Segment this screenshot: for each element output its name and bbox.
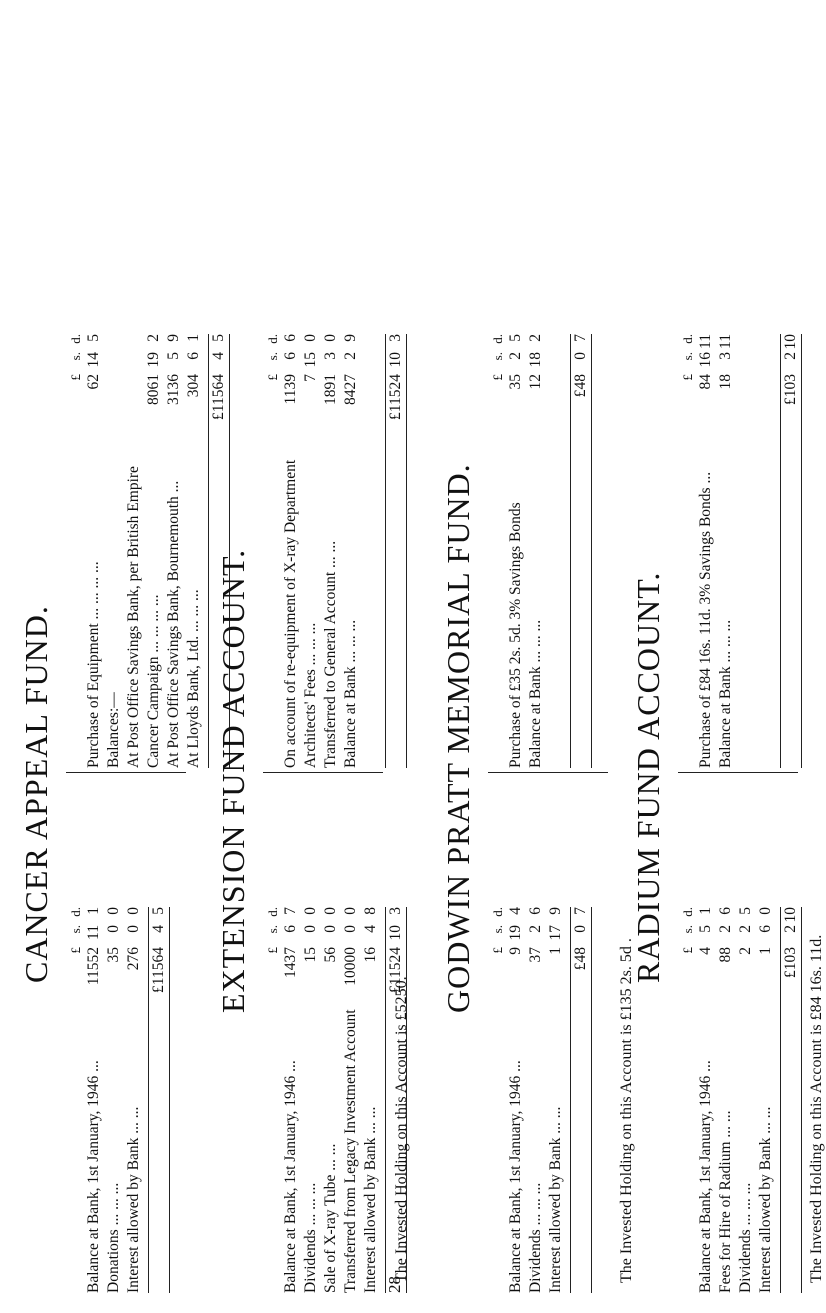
amount-pence: 11	[697, 334, 714, 349]
column-divider	[678, 772, 798, 773]
amount-pounds: 10000	[342, 947, 359, 986]
total-row	[570, 334, 592, 768]
amount-pence: 1	[185, 334, 202, 342]
ledger-row	[546, 907, 566, 1293]
header-shillings: s.	[265, 925, 280, 934]
total-shillings: 4	[150, 925, 167, 933]
total-shillings: 2	[782, 352, 799, 360]
header-spacer	[488, 438, 506, 768]
ledger-label: Dividends ... ... ...	[302, 1182, 319, 1293]
header-pence: d.	[68, 907, 83, 917]
header-pence: d.	[680, 334, 695, 344]
header-pence: d.	[265, 907, 280, 917]
ledger-label: Purchase of Equipment ... ... ... ...	[85, 561, 102, 768]
amount-pounds: 84	[697, 374, 714, 390]
amount-pounds: 37	[527, 947, 544, 963]
ledger-row	[696, 334, 716, 768]
total-spacer	[571, 1011, 591, 1293]
ledger-row	[321, 907, 341, 1293]
header-spacer	[66, 438, 84, 768]
receipts-column	[678, 907, 802, 1293]
ledger-row	[84, 907, 104, 1293]
amount-pounds: 35	[105, 947, 122, 963]
ledger-label: At Post Office Savings Bank, per British Empire	[125, 466, 142, 768]
amount-pence	[124, 334, 144, 352]
amount-shillings: 2	[737, 925, 754, 933]
total-pounds: £48	[572, 947, 589, 971]
page-number: 28	[385, 1276, 404, 1293]
total-row	[780, 907, 802, 1293]
amount-shillings: 15	[302, 352, 319, 368]
currency-header	[66, 907, 84, 1293]
amount-shillings	[104, 352, 124, 374]
amount-shillings: 6	[282, 352, 299, 360]
ledger-label: Cancer Campaign ... ... ... ...	[145, 594, 162, 768]
ledger-label: Donations ... ... ...	[105, 1182, 122, 1293]
ledger-row	[281, 907, 301, 1293]
ledger-label: Transferred to General Account ... ...	[322, 540, 339, 768]
total-shillings: 4	[210, 352, 227, 360]
total-shillings: 10	[387, 925, 404, 941]
currency-header	[263, 334, 281, 768]
amount-pounds: 12	[527, 374, 544, 390]
ledger-label: Interest allowed by Bank ... ...	[547, 1106, 564, 1293]
amount-pounds: 8061	[145, 374, 162, 405]
total-shillings: 10	[387, 352, 404, 368]
amount-pounds: 3136	[165, 374, 182, 405]
amount-pence: 6	[282, 334, 299, 342]
amount-pence: 0	[757, 907, 774, 915]
amount-shillings: 0	[342, 925, 359, 933]
amount-pounds: 4	[697, 947, 714, 955]
amount-pounds: 56	[322, 947, 339, 963]
total-shillings: 2	[782, 925, 799, 933]
amount-shillings: 2	[527, 925, 544, 933]
section-title: GODWIN PRATT MEMORIAL FUND.	[440, 463, 476, 1013]
amount-pence: 0	[322, 334, 339, 342]
total-spacer	[781, 1011, 801, 1293]
column-divider	[488, 772, 608, 773]
ledger-row	[321, 334, 341, 768]
column-divider	[263, 772, 383, 773]
amount-pence: 11	[717, 334, 734, 349]
ledger-row	[164, 334, 184, 768]
ledger-row	[361, 907, 381, 1293]
ledger-label: Balance at Bank ... ... ...	[717, 619, 734, 768]
amount-pence: 6	[717, 907, 734, 915]
amount-pence: 5	[507, 334, 524, 342]
currency-header	[678, 334, 696, 768]
total-pence: 7	[572, 907, 589, 915]
ledger-row	[104, 907, 124, 1293]
amount-pounds: 1	[547, 947, 564, 955]
ledger-label: Transferred from Legacy Investment Account	[342, 1009, 359, 1293]
amount-pounds: 18	[717, 374, 734, 390]
amount-pence: 5	[737, 907, 754, 915]
amount-pence: 0	[302, 907, 319, 915]
ledger-row	[301, 334, 321, 768]
currency-header	[66, 334, 84, 768]
total-row	[780, 334, 802, 768]
ledger-label: On account of re-equipment of X-ray Department	[282, 459, 299, 768]
amount-shillings: 6	[282, 925, 299, 933]
header-shillings: s.	[265, 352, 280, 361]
amount-pence: 9	[165, 334, 182, 342]
ledger-row	[696, 907, 716, 1293]
total-pence: 7	[572, 334, 589, 342]
amount-shillings: 17	[547, 925, 564, 941]
currency-header	[263, 907, 281, 1293]
header-pounds: £	[265, 374, 280, 381]
amount-shillings: 2	[507, 352, 524, 360]
total-shillings: 0	[572, 352, 589, 360]
header-spacer	[263, 1011, 281, 1293]
header-pounds: £	[490, 374, 505, 381]
currency-header	[488, 334, 506, 768]
ledger-label: At Post Office Savings Bank, Bournemouth ...	[165, 480, 182, 768]
total-row	[148, 907, 170, 1293]
ledger-label: Balance at Bank, 1st January, 1946 ...	[697, 1060, 714, 1293]
header-spacer	[263, 438, 281, 768]
ledger-label: Architects' Fees ... ... ...	[302, 622, 319, 768]
amount-shillings: 4	[362, 925, 379, 933]
amount-shillings: 3	[322, 352, 339, 360]
amount-pounds: 2	[737, 947, 754, 955]
invested-holding-note: The Invested Holding on this Account is £135 2s. 5d .	[618, 938, 635, 1283]
total-row	[570, 907, 592, 1293]
spacer-row	[756, 334, 776, 768]
amount-pounds: 1891	[322, 374, 339, 405]
amount-pence: 2	[527, 334, 544, 342]
ledger-row	[341, 334, 361, 768]
amount-pounds: 88	[717, 947, 734, 963]
payments-column	[488, 334, 592, 768]
receipts-column	[263, 907, 407, 1293]
total-pence: 3	[387, 907, 404, 915]
header-pence: d.	[68, 334, 83, 344]
amount-shillings: 14	[85, 352, 102, 368]
ledger-label: Dividends ... ... ...	[527, 1182, 544, 1293]
payments-column	[263, 334, 407, 768]
total-pence: 5	[210, 334, 227, 342]
section-title: CANCER APPEAL FUND.	[18, 605, 54, 983]
total-pounds: £11524	[387, 947, 404, 993]
total-pence: 5	[150, 907, 167, 915]
total-spacer	[149, 1011, 169, 1293]
header-shillings: s.	[680, 352, 695, 361]
header-pounds: £	[68, 947, 83, 954]
ledger-row	[716, 334, 736, 768]
total-spacer	[386, 438, 406, 768]
header-shillings: s.	[68, 925, 83, 934]
amount-shillings: 11	[85, 925, 102, 940]
ledger-label: At Lloyds Bank, Ltd. ... ... ...	[185, 589, 202, 768]
payments-column	[66, 334, 230, 768]
amount-pence: 9	[547, 907, 564, 915]
currency-header	[678, 907, 696, 1293]
amount-pounds: 304	[185, 374, 202, 398]
amount-shillings: 19	[145, 352, 162, 368]
total-pence: 10	[782, 907, 799, 923]
column-divider	[66, 772, 186, 773]
header-pounds: £	[680, 947, 695, 954]
header-pence: d.	[490, 334, 505, 344]
total-shillings: 0	[572, 925, 589, 933]
amount-pence: 0	[342, 907, 359, 915]
ledger-row	[84, 334, 104, 768]
amount-pounds: 16	[362, 947, 379, 963]
amount-shillings: 0	[302, 925, 319, 933]
ledger-row	[301, 907, 321, 1293]
header-shillings: s.	[490, 352, 505, 361]
amount-pounds: 11552	[85, 947, 102, 986]
ledger-label: Interest allowed by Bank ... ...	[362, 1106, 379, 1293]
amount-pence: 4	[507, 907, 524, 915]
total-row	[385, 334, 407, 768]
amount-shillings: 5	[697, 925, 714, 933]
header-pounds: £	[265, 947, 280, 954]
amount-shillings: 6	[185, 352, 202, 360]
ledger-row	[184, 334, 204, 768]
ledger-row	[104, 334, 124, 768]
amount-pounds: 9	[507, 947, 524, 955]
total-pounds: £11524	[387, 374, 404, 420]
ledger-row	[526, 334, 546, 768]
header-spacer	[488, 1011, 506, 1293]
ledger-label: Balances:—	[105, 692, 122, 768]
total-pence: 10	[782, 334, 799, 350]
spacer-row	[361, 334, 381, 768]
header-pounds: £	[680, 374, 695, 381]
ledger-label: Purchase of £35 2s. 5d. 3% Savings Bonds	[507, 502, 524, 768]
amount-pence: 0	[322, 907, 339, 915]
amount-pounds	[124, 374, 144, 438]
ledger-label: Sale of X-ray Tube ... ...	[322, 1143, 339, 1293]
section-title: EXTENSION FUND ACCOUNT.	[215, 548, 251, 1013]
total-spacer	[781, 438, 801, 768]
receipts-column	[66, 907, 170, 1293]
total-pounds: £103	[782, 374, 799, 405]
amount-shillings: 19	[507, 925, 524, 941]
total-pounds: £48	[572, 374, 589, 398]
ledger-row	[756, 907, 776, 1293]
amount-shillings: 0	[322, 925, 339, 933]
ledger-label: Balance at Bank ... ... ...	[342, 619, 359, 768]
ledger-label: Fees for Hire of Radium ... ...	[717, 1110, 734, 1293]
amount-pence	[104, 334, 124, 352]
amount-pence: 1	[85, 907, 102, 915]
invested-holding-note: The Invested Holding on this Account is £5250.	[393, 976, 410, 1283]
header-spacer	[678, 438, 696, 768]
ledger-row	[341, 907, 361, 1293]
header-pence: d.	[265, 334, 280, 344]
ledger-row	[506, 334, 526, 768]
amount-pounds: 8427	[342, 374, 359, 405]
amount-pounds: 1	[757, 947, 774, 955]
amount-shillings: 0	[125, 925, 142, 933]
ledger-label: Balance at Bank ... ... ...	[527, 619, 544, 768]
amount-pounds: 62	[85, 374, 102, 390]
amount-shillings: 2	[717, 925, 734, 933]
amount-pounds	[104, 374, 124, 438]
spacer-row	[546, 334, 566, 768]
header-pence: d.	[490, 907, 505, 917]
amount-pence: 7	[282, 907, 299, 915]
ledger-row	[506, 907, 526, 1293]
amount-pence: 6	[527, 907, 544, 915]
ledger-row	[281, 334, 301, 768]
section-title: RADIUM FUND ACCOUNT.	[630, 571, 666, 983]
amount-shillings: 0	[105, 925, 122, 933]
total-pounds: £103	[782, 947, 799, 978]
ledger-row	[736, 907, 756, 1293]
spacer-row	[736, 334, 756, 768]
amount-pounds: 1139	[282, 374, 299, 405]
payments-column	[678, 334, 802, 768]
amount-pounds: 276	[125, 947, 142, 971]
ledger-label: Purchase of £84 16s. 11d. 3% Savings Bonds ...	[697, 471, 714, 768]
header-shillings: s.	[490, 925, 505, 934]
ledger-row	[526, 907, 546, 1293]
amount-shillings: 2	[342, 352, 359, 360]
ledger-label: Balance at Bank, 1st January, 1946 ...	[507, 1060, 524, 1293]
header-pence: d.	[680, 907, 695, 917]
total-spacer	[571, 438, 591, 768]
amount-shillings: 6	[757, 925, 774, 933]
amount-pence: 8	[362, 907, 379, 915]
amount-pounds: 35	[507, 374, 524, 390]
amount-pence: 1	[697, 907, 714, 915]
amount-pence: 0	[302, 334, 319, 342]
ledger-row	[124, 334, 144, 768]
header-spacer	[678, 1011, 696, 1293]
ledger-label: Interest allowed by Bank ... ...	[125, 1106, 142, 1293]
receipts-column	[488, 907, 592, 1293]
amount-pence: 0	[105, 907, 122, 915]
header-shillings: s.	[68, 352, 83, 361]
ledger-label: Dividends ... ... ...	[737, 1182, 754, 1293]
header-spacer	[66, 1011, 84, 1293]
ledger-row	[144, 334, 164, 768]
ledger-label: Balance at Bank, 1st January, 1946 ...	[85, 1060, 102, 1293]
amount-shillings	[124, 352, 144, 374]
ledger-label: Interest allowed by Bank ... ...	[757, 1106, 774, 1293]
amount-pence: 9	[342, 334, 359, 342]
amount-shillings: 3	[717, 352, 734, 360]
amount-pence: 5	[85, 334, 102, 342]
total-pounds: £11564	[210, 374, 227, 420]
total-pence: 3	[387, 334, 404, 342]
amount-shillings: 5	[165, 352, 182, 360]
amount-shillings: 16	[697, 352, 714, 368]
invested-holding-note: The Invested Holding on this Account is £84 16s. 11d.	[808, 934, 825, 1283]
ledger-label: Balance at Bank, 1st January, 1946 ...	[282, 1060, 299, 1293]
ledger-row	[124, 907, 144, 1293]
header-pounds: £	[490, 947, 505, 954]
amount-pence: 2	[145, 334, 162, 342]
amount-pounds: 15	[302, 947, 319, 963]
header-shillings: s.	[680, 925, 695, 934]
header-pounds: £	[68, 374, 83, 381]
currency-header	[488, 907, 506, 1293]
total-pounds: £11564	[150, 947, 167, 993]
ledger-row	[716, 907, 736, 1293]
amount-pounds: 1437	[282, 947, 299, 978]
amount-pence: 0	[125, 907, 142, 915]
amount-shillings: 18	[527, 352, 544, 368]
amount-pounds: 7	[302, 374, 319, 382]
